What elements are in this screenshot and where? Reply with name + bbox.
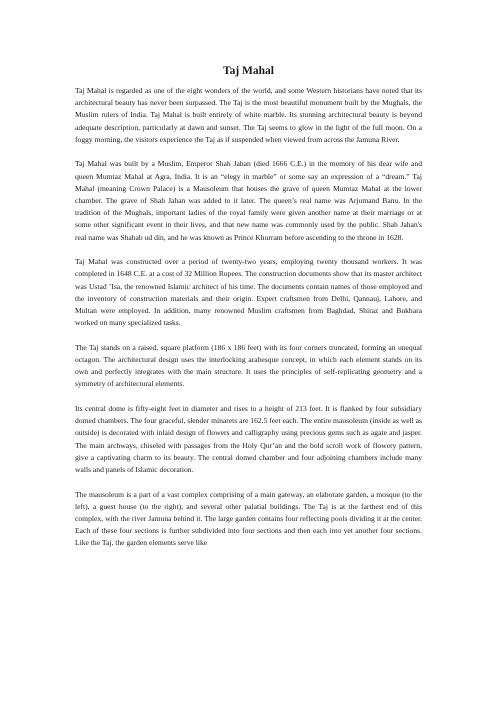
document-title: Taj Mahal	[222, 65, 274, 77]
paragraph-dome: Its central dome is fifty-eight feet in diameter and rises to a height of 213 feet. It is flanked by four subsidiary domed chambers. The four graceful, slender minarets are 162.5 feet each. The entire mausoleum (inside as well as outside) is decorated with inlaid design of flowers and calligraphy using precious gems such as agate and jasper. The main archways, chiseled with passages from the Holy Qur’an and the bold scroll work of flowery pattern, give a captivating charm to its beauty. The central domed chamber and four adjoining chambers include many walls and panels of Islamic decoration.	[75, 404, 423, 475]
paragraph-complex: The mausoleum is a part of a vast complex comprising of a main gateway, an elaborate garden, a mosque (to the left), a guest house (to the right), and several other palatial buildings. The Taj is at the farthest end of this complex, with the river Jamuna behind it. The large garden contains four reflecting pools dividing it at the center. Each of these four sections is further subdivided into four sections and then each into yet another four sections. Like the Taj, the garden elements serve like	[75, 489, 422, 548]
paragraph-intro: Taj Mahal is regarded as one of the eight wonders of the world, and some Western historians have noted that its architectural beauty has never been surpassed. The Taj is the most beautiful monument built by the Mughals, the Muslim rulers of India. Taj Mahal is built entirely of white marble. Its stunning architectural beauty is beyond adequate description, particularly at dawn and sunset. The Taj seems to glow in the light of the full moon. On a foggy morning, the visitors experience the Taj as if suspended when viewed from across the Jamuna River.	[75, 86, 422, 144]
paragraph-construction: Taj Mahal was constructed over a period of twenty-two years, employing twenty thousand workers. It was completed in 1648 C.E. at a cost of 32 Million Rupees. The construction documents show that its master architect was Ustad ’Isa, the renowned Islamic architect of his time. The documents contain names of those employed and the inventory of construction materials and their origin. Expert craftsmen from Delhi, Qannauj, Lahore, and Multan were employed. In addition, many renowned Muslim craftsmen from Baghdad, Shiraz and Bukhara worked on many specialized tasks.	[75, 257, 422, 328]
paragraph-platform: The Taj stands on a raised, square platform (186 x 186 feet) with its four corners truncated, forming an unequal octagon. The architectural design uses the interlocking arabesque concept, in which each element stands on its own and perfectly integrates with the main structure. It uses the principles of self-replicating geometry and a symmetry of architectural elements.	[75, 342, 422, 389]
document-page	[75, 64, 422, 562]
paragraph-history: Taj Mahal was built by a Muslim, Emperor Shah Jahan (died 1666 C.E.) in the memory of his dear wife and queen Mumtaz Mahal at Agra, India. It is an “elegy in marble” or some say an expression of a “dream.” Taj Mahal (meaning Crown Palace) is a Mausoleum that houses the grave of queen Mumtaz Mahal at the lower chamber. The grave of Shah Jahan was added to it later. The queen’s real name was Arjumand Banu. In the tradition of the Mughals, important ladies of the royal family were given another name at their marriage or at some other significant event in their lives, and that new name was commonly used by the public. Shah Jahan's real name was Shahab ud din, and he was known as Prince Khurram before ascending to the throne in 1628.	[75, 159, 422, 242]
